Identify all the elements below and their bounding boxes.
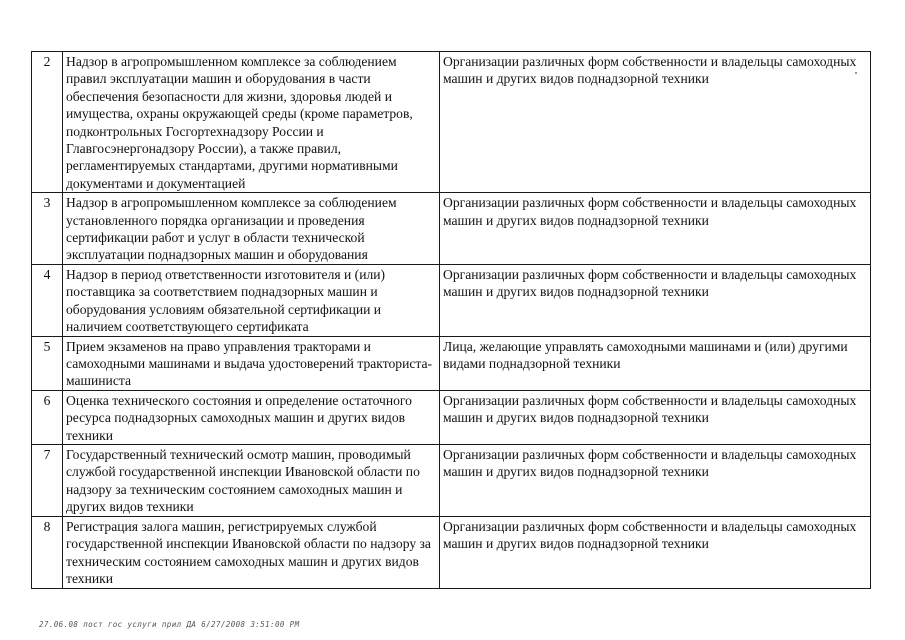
- service-recipients: Лица, желающие управлять самоходными машинами и (или) другими видами поднадзорной техники: [440, 336, 871, 390]
- service-description: Надзор в агропромышленном комплексе за соблюдением установленного порядка организации и проведения сертификации работ и услуг в области технической эксплуатации поднадзорных машин и оборудования: [63, 193, 440, 265]
- service-description: Оценка технического состояния и определение остаточного ресурса поднадзорных самоходных машин и других видов техники: [63, 390, 440, 444]
- table-row: [32, 264, 871, 336]
- service-description: Надзор в агропромышленном комплексе за соблюдением правил эксплуатации машин и оборудования в части обеспечения безопасности для жизни, здоровья людей и имущества, охраны окружающей среды (кроме параметров, подконтрольных Госгортехнадзору России и Главгосэнергонадзору России), а также правил, регламентируемых стандартами, другими нормативными документами и документацией: [63, 52, 440, 193]
- service-description: Регистрация залога машин, регистрируемых службой государственной инспекции Ивановской области по надзору за техническим состоянием самоходных машин и других видов техники: [63, 516, 440, 588]
- row-number: 8: [32, 516, 63, 588]
- table-row: [32, 52, 871, 193]
- row-number: 4: [32, 264, 63, 336]
- service-recipients: Организации различных форм собственности и владельцы самоходных машин и других видов поднадзорной техники: [440, 52, 871, 193]
- row-number: 6: [32, 390, 63, 444]
- service-recipients: Организации различных форм собственности и владельцы самоходных машин и других видов поднадзорной техники: [440, 390, 871, 444]
- document-footer: 27.06.08 пост гос услуги прил ДА 6/27/2008 3:51:00 PM: [39, 620, 300, 629]
- service-recipients: Организации различных форм собственности и владельцы самоходных машин и других видов поднадзорной техники: [440, 444, 871, 516]
- service-recipients: Организации различных форм собственности и владельцы самоходных машин и других видов поднадзорной техники: [440, 193, 871, 265]
- table-row: [32, 193, 871, 265]
- row-number: 3: [32, 193, 63, 265]
- service-recipients: Организации различных форм собственности и владельцы самоходных машин и других видов поднадзорной техники: [440, 264, 871, 336]
- table-row: [32, 390, 871, 444]
- row-number: 5: [32, 336, 63, 390]
- services-table: [31, 51, 871, 589]
- service-recipients: Организации различных форм собственности и владельцы самоходных машин и других видов поднадзорной техники: [440, 516, 871, 588]
- service-description: Прием экзаменов на право управления тракторами и самоходными машинами и выдача удостоверений тракториста-машиниста: [63, 336, 440, 390]
- row-number: 7: [32, 444, 63, 516]
- service-description: Надзор в период ответственности изготовителя и (или) поставщика за соответствием поднадзорных машин и оборудования условиям обязательной сертификации и наличием соответствующего сертификата: [63, 264, 440, 336]
- row-number: 2: [32, 52, 63, 193]
- table-row: [32, 336, 871, 390]
- table-row: [32, 444, 871, 516]
- scan-speck: [855, 72, 857, 74]
- service-description: Государственный технический осмотр машин, проводимый службой государственной инспекции Ивановской области по надзору за техническим состоянием самоходных машин и других видов техники: [63, 444, 440, 516]
- table-row: [32, 516, 871, 588]
